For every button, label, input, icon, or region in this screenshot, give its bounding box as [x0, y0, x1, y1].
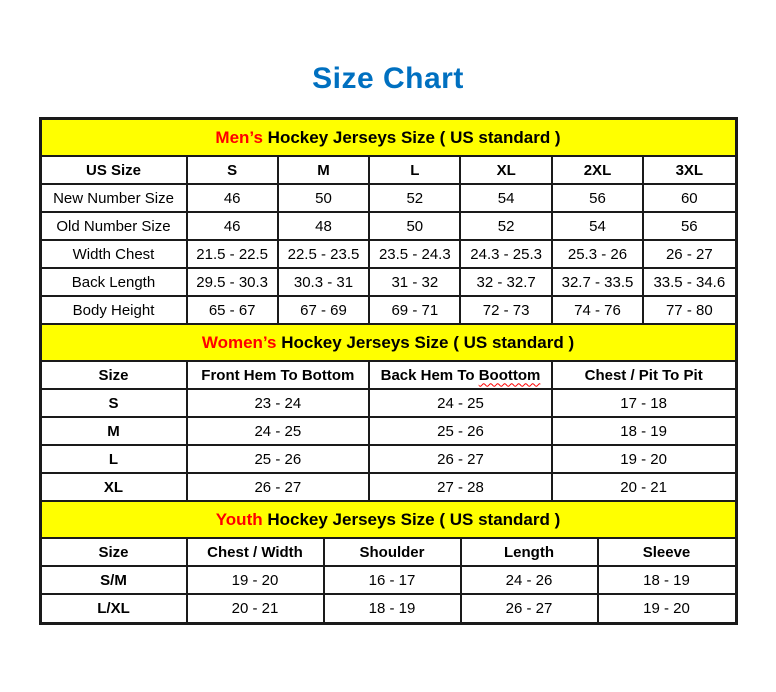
table-cell: 31 - 32 [369, 268, 460, 296]
column-header: Shoulder [324, 538, 461, 566]
womens-section-title [42, 325, 735, 361]
table-cell: 65 - 67 [187, 296, 278, 324]
row-label: New Number Size [42, 184, 187, 212]
table-row [42, 473, 735, 501]
table-cell: 16 - 17 [324, 566, 461, 594]
table-row [42, 296, 735, 324]
column-header: XL [460, 156, 551, 184]
womens-header-row [42, 361, 735, 389]
table-row [42, 417, 735, 445]
table-cell: 32.7 - 33.5 [552, 268, 643, 296]
column-header: S [187, 156, 278, 184]
womens-highlight: Women’s [201, 332, 277, 352]
table-cell: 19 - 20 [187, 566, 324, 594]
back-hem-misspelled-word: Boottom [478, 366, 541, 384]
youth-section-title [42, 502, 735, 538]
column-header: US Size [42, 156, 187, 184]
table-cell: 17 - 18 [552, 389, 735, 417]
column-header: M [278, 156, 369, 184]
table-cell: 24.3 - 25.3 [460, 240, 551, 268]
table-cell: 56 [552, 184, 643, 212]
size-chart-table-container [39, 117, 738, 625]
youth-size-table [42, 502, 735, 622]
table-cell: 20 - 21 [187, 594, 324, 622]
youth-highlight: Youth [215, 509, 263, 529]
table-cell: 26 - 27 [187, 473, 370, 501]
table-row [42, 389, 735, 417]
table-cell: 52 [460, 212, 551, 240]
table-cell: 48 [278, 212, 369, 240]
table-cell: 32 - 32.7 [460, 268, 551, 296]
column-header: Size [42, 538, 187, 566]
table-cell: 25 - 26 [187, 445, 370, 473]
mens-band-rest: Hockey Jerseys Size ( US standard ) [262, 127, 561, 147]
table-cell: 74 - 76 [552, 296, 643, 324]
table-cell: 18 - 19 [552, 417, 735, 445]
column-header: Front Hem To Bottom [187, 361, 370, 389]
womens-section-band [42, 325, 735, 361]
row-label: Body Height [42, 296, 187, 324]
table-row [42, 445, 735, 473]
table-cell: 25.3 - 26 [552, 240, 643, 268]
row-label: Back Length [42, 268, 187, 296]
table-cell: 26 - 27 [643, 240, 734, 268]
table-cell: 19 - 20 [552, 445, 735, 473]
table-cell: 23 - 24 [187, 389, 370, 417]
mens-section-band [42, 120, 735, 156]
row-label: Old Number Size [42, 212, 187, 240]
table-cell: 24 - 25 [187, 417, 370, 445]
column-header: Chest / Width [187, 538, 324, 566]
table-cell: 67 - 69 [278, 296, 369, 324]
table-cell: 24 - 26 [461, 566, 598, 594]
table-cell: 46 [187, 212, 278, 240]
youth-header-row [42, 538, 735, 566]
mens-size-table [42, 120, 735, 325]
table-cell: 26 - 27 [461, 594, 598, 622]
mens-highlight: Men’s [215, 127, 263, 147]
table-cell: 50 [369, 212, 460, 240]
table-cell: 30.3 - 31 [278, 268, 369, 296]
column-header: Size [42, 361, 187, 389]
table-cell: 77 - 80 [643, 296, 734, 324]
table-row [42, 594, 735, 622]
table-cell: 23.5 - 24.3 [369, 240, 460, 268]
column-header: Sleeve [598, 538, 735, 566]
table-cell: 52 [369, 184, 460, 212]
table-cell: 29.5 - 30.3 [187, 268, 278, 296]
row-label: XL [42, 473, 187, 501]
row-label: M [42, 417, 187, 445]
womens-size-table [42, 325, 735, 502]
table-row [42, 212, 735, 240]
column-header: 3XL [643, 156, 734, 184]
table-cell: 60 [643, 184, 734, 212]
row-label: L/XL [42, 594, 187, 622]
mens-header-row [42, 156, 735, 184]
table-cell: 54 [552, 212, 643, 240]
row-label: Width Chest [42, 240, 187, 268]
table-cell: 33.5 - 34.6 [643, 268, 734, 296]
table-cell: 69 - 71 [369, 296, 460, 324]
table-cell: 24 - 25 [369, 389, 552, 417]
column-header: Chest / Pit To Pit [552, 361, 735, 389]
table-cell: 18 - 19 [598, 566, 735, 594]
table-cell: 22.5 - 23.5 [278, 240, 369, 268]
table-row [42, 268, 735, 296]
row-label: L [42, 445, 187, 473]
table-cell: 46 [187, 184, 278, 212]
table-cell: 27 - 28 [369, 473, 552, 501]
page-title: Size Chart [312, 62, 464, 95]
column-header: L [369, 156, 460, 184]
table-row [42, 240, 735, 268]
table-cell: 54 [460, 184, 551, 212]
row-label: S [42, 389, 187, 417]
womens-band-rest: Hockey Jerseys Size ( US standard ) [276, 332, 575, 352]
table-cell: 20 - 21 [552, 473, 735, 501]
table-cell: 18 - 19 [324, 594, 461, 622]
table-cell: 25 - 26 [369, 417, 552, 445]
column-header: Length [461, 538, 598, 566]
back-hem-prefix: Back Hem To [380, 366, 479, 384]
table-cell: 26 - 27 [369, 445, 552, 473]
table-row [42, 184, 735, 212]
column-header: 2XL [552, 156, 643, 184]
mens-section-title [42, 120, 735, 156]
column-header-back-hem [369, 361, 552, 389]
table-cell: 21.5 - 22.5 [187, 240, 278, 268]
table-row [42, 566, 735, 594]
table-cell: 72 - 73 [460, 296, 551, 324]
youth-band-rest: Hockey Jerseys Size ( US standard ) [262, 509, 561, 529]
table-cell: 50 [278, 184, 369, 212]
table-cell: 56 [643, 212, 734, 240]
youth-section-band [42, 502, 735, 538]
table-cell: 19 - 20 [598, 594, 735, 622]
row-label: S/M [42, 566, 187, 594]
